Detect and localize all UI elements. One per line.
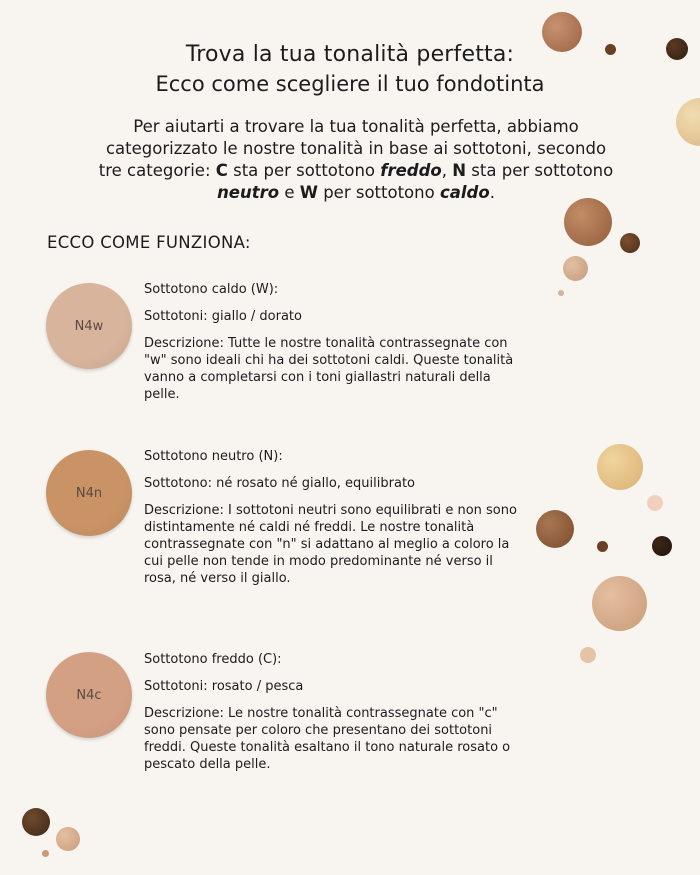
foundation-drop-decoration	[597, 444, 643, 490]
shade-info-cool	[144, 651, 524, 773]
foundation-drop-decoration	[42, 850, 49, 857]
shade-swatch-neutral	[46, 450, 132, 536]
shade-description: Descrizione: Tutte le nostre tonalità contrassegnate con "w" sono ideali chi ha dei sottotoni caldi. Queste tonalità vanno a completarsi con i toni giallastri naturali della pelle.	[144, 336, 514, 402]
foundation-drop-decoration	[597, 541, 608, 552]
shade-heading: Sottotono freddo (C):	[144, 652, 282, 667]
page-subtitle: Ecco come scegliere il tuo fondotinta	[155, 72, 545, 96]
foundation-drop-decoration	[536, 510, 574, 548]
foundation-drop-decoration	[564, 198, 612, 246]
foundation-drop-decoration	[652, 536, 672, 556]
swatch-label: N4n	[75, 485, 103, 501]
section-title: ECCO COME FUNZIONA:	[47, 233, 251, 252]
intro-paragraph: Per aiutarti a trovare la tua tonalità perfetta, abbiamo categorizzato le nostre tonalità in base ai sottotoni, secondo tre categorie: C sta per sottotono freddo, N sta per sottotono neutro e W per sottotono caldo.	[98, 117, 614, 202]
shade-swatch-cool	[46, 652, 132, 738]
shade-info-warm	[144, 281, 524, 403]
shade-swatch-warm	[46, 283, 132, 369]
shade-undertone: Sottotoni: giallo / dorato	[144, 309, 302, 324]
foundation-drop-decoration	[558, 290, 564, 296]
shade-description: Descrizione: I sottotoni neutri sono equilibrati e non sono distintamente né caldi né freddi. Le nostre tonalità contrassegnate con "n" si adattano al meglio a coloro la cui pelle non tende in modo predominante né verso il rosa, né verso il giallo.	[144, 503, 517, 586]
foundation-drop-decoration	[647, 495, 663, 511]
foundation-drop-decoration	[22, 808, 50, 836]
foundation-drop-decoration	[580, 647, 596, 663]
foundation-drop-decoration	[676, 98, 700, 146]
swatch-label: N4w	[74, 318, 104, 334]
shade-heading: Sottotono caldo (W):	[144, 282, 279, 297]
shade-undertone: Sottotoni: rosato / pesca	[144, 679, 304, 694]
page-title: Trova la tua tonalità perfetta:	[185, 42, 515, 67]
foundation-drop-decoration	[620, 233, 640, 253]
shade-description: Descrizione: Le nostre tonalità contrassegnate con "c" sono pensate per coloro che presentano dei sottotoni freddi. Queste tonalità esaltano il tono naturale rosato o pescato della pelle.	[144, 706, 511, 772]
foundation-drop-decoration	[563, 256, 588, 281]
foundation-drop-decoration	[56, 827, 80, 851]
shade-info-neutral	[144, 448, 524, 587]
foundation-drop-decoration	[592, 576, 647, 631]
swatch-label: N4c	[76, 687, 102, 703]
shade-heading: Sottotono neutro (N):	[144, 449, 283, 464]
shade-undertone: Sottotono: né rosato né giallo, equilibrato	[144, 476, 415, 491]
